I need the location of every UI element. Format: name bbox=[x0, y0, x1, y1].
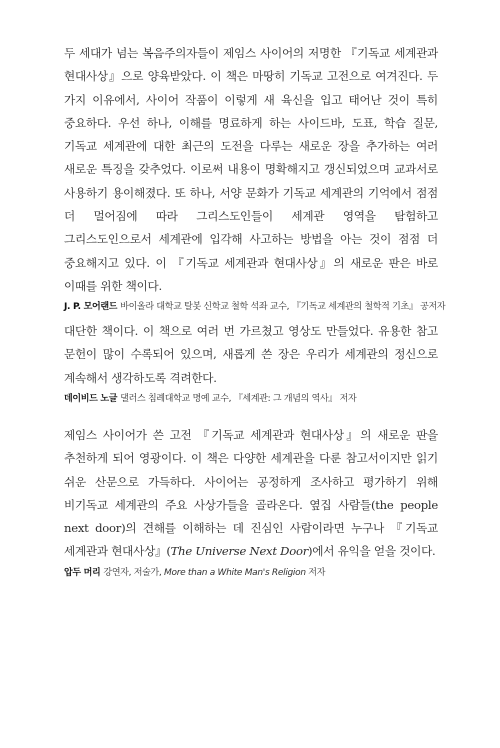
endorsement-attribution bbox=[64, 566, 438, 580]
author-name: 압두 머리 bbox=[64, 567, 101, 578]
author-credential: 강연자, 저술가, bbox=[103, 567, 165, 578]
endorsement-text-part: 제임스 사이어가 쓴 고전 『기독교 세계관과 현대사상』의 새로운 판을 추천하게 되어 영광이다. 이 책은 다양한 세계관을 다룬 참고서이지만 읽기 쉬운 산문으로 가득하다. 사이어는 공정하게 조사하고 평가하기 위해 비기독교 세계관의 주요 사상가들을 골라온다. 옆집 사람들(the people next door)의 견해를 이해하는 데 진심인 사람이라면 누구나 『기독교 세계관과 현대사상』( bbox=[64, 428, 438, 559]
author-name: 데이비드 노글 bbox=[64, 393, 118, 404]
endorsement-attribution bbox=[64, 300, 446, 314]
author-name: J. P. 모어랜드 bbox=[64, 302, 118, 313]
author-credential: 저자 bbox=[305, 567, 326, 578]
endorsement-moreland bbox=[64, 42, 446, 314]
endorsement-murray bbox=[64, 424, 438, 580]
endorsement-attribution bbox=[64, 392, 438, 406]
endorsement-text bbox=[64, 424, 438, 564]
author-book-title: More than a White Man's Religion bbox=[164, 567, 306, 578]
book-title-english: The Universe Next Door bbox=[170, 544, 308, 559]
endorsement-text-part: )에서 유익을 얻을 것이다. bbox=[307, 544, 436, 559]
author-credential: 댈러스 침례대학교 명예 교수, 『세계관: 그 개념의 역사』 저자 bbox=[120, 393, 357, 404]
endorsement-text: 대단한 책이다. 이 책으로 여러 번 가르쳤고 영상도 만들었다. 유용한 참고 문헌이 많이 수록되어 있으며, 새롭게 쓴 장은 우리가 세계관의 정신으로 계속해서 생각하도록 격려한다. bbox=[64, 324, 438, 385]
author-credential: 바이올라 대학교 탈봇 신학교 철학 석좌 교수, 『기독교 세계관의 철학적 기초』 공저자 bbox=[120, 302, 446, 313]
endorsement-text: 두 세대가 넘는 복음주의자들이 제임스 사이어의 저명한 『기독교 세계관과 현대사상』으로 양육받았다. 이 책은 마땅히 기독교 고전으로 여겨진다. 두 가지 이유에서, 사이어 작품이 이렇게 새 육신을 입고 태어난 것이 특히 중요하다. 우선 하나, 이해를 명료하게 하는 사이드바, 도표, 학습 질문, 기독교 세계관에 대한 최근의 도전을 다루는 새로운 장을 추가하는 여러 새로운 특징을 갖추었다. 이로써 내용이 명확해지고 갱신되었으며 교과서로 사용하기 용이해졌다. 또 하나, 서양 문화가 기독교 세계관의 기억에서 점점 더 멀어짐에 따라 그리스도인들이 세계관 영역을 탐험하고 그리스도인으로서 세계관에 입각해 사고하는 방법을 아는 것이 점점 더 중요해지고 있다. 이 『기독교 세계관과 현대사상』의 새로운 판은 바로 이때를 위한 책이다. bbox=[64, 46, 438, 293]
endorsement-naugle bbox=[64, 320, 438, 406]
